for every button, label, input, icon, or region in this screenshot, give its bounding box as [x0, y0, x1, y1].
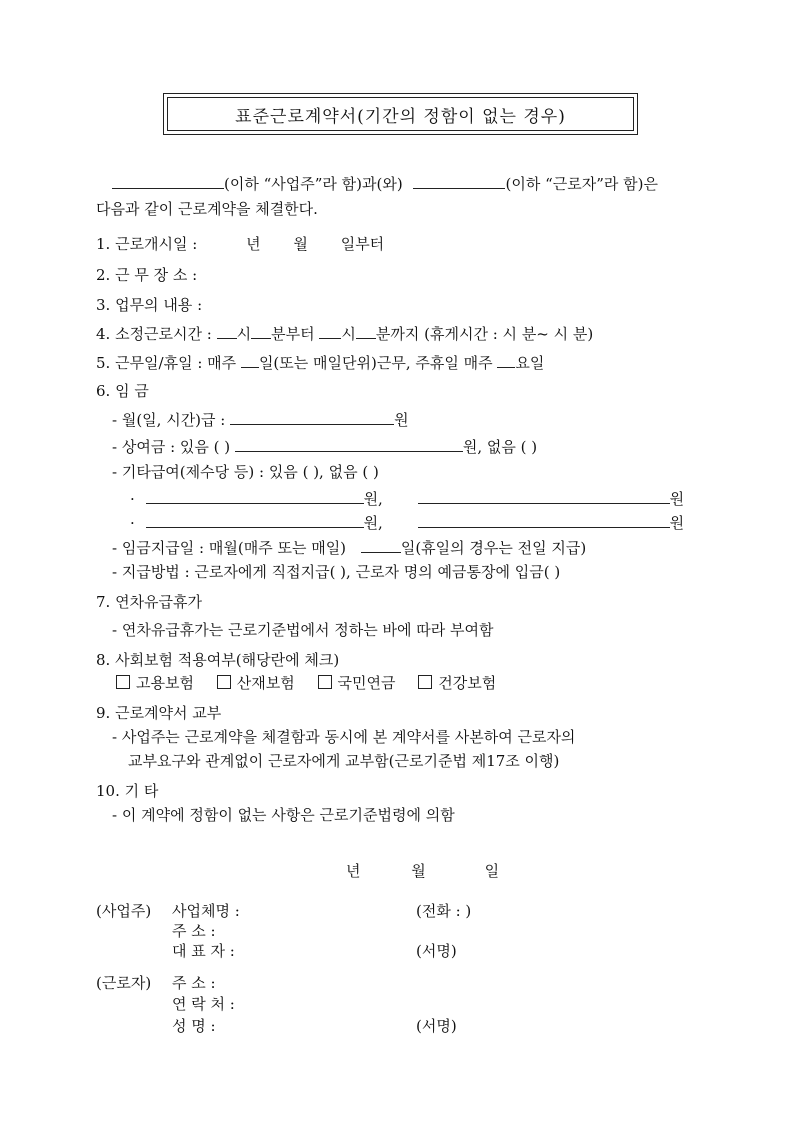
employer-phone: (전화 : )	[416, 902, 472, 920]
won-unit: 원	[394, 411, 409, 429]
work-hours-label: 4. 소정근로시간 :	[96, 325, 217, 343]
bullet-dot: ·	[130, 490, 135, 508]
intro-line-1	[112, 173, 658, 194]
break-time-text: (휴게시간 : 시 분~ 시 분)	[424, 325, 594, 343]
employment-insurance-checkbox[interactable]	[116, 675, 130, 689]
item-contract-delivery: 9. 근로계약서 교부	[96, 704, 222, 722]
worker-role: (근로자)	[96, 974, 152, 992]
worker-blank[interactable]	[413, 173, 505, 189]
date-month-label: 월	[411, 862, 426, 880]
industrial-insurance-checkbox[interactable]	[217, 675, 231, 689]
item-wage: 6. 임 금	[96, 382, 149, 400]
worker-signature[interactable]: (서명)	[416, 1017, 457, 1035]
other-pay-row-1	[130, 488, 684, 509]
employer-name-label: 사업체명 :	[172, 902, 240, 920]
won-unit: 원	[669, 490, 685, 508]
wage-bonus	[112, 436, 537, 457]
workdays-text: 일(또는 매일단위)근무, 주휴일 매주	[258, 354, 493, 372]
item-job-description: 3. 업무의 내용 :	[96, 296, 203, 314]
worker-address-label: 주 소 :	[172, 974, 216, 992]
won-unit: 원,	[363, 490, 383, 508]
wage-method: - 지급방법 : 근로자에게 직접지급( ), 근로자 명의 예금통장에 입금( )	[112, 563, 561, 581]
item-workplace: 2. 근 무 장 소 :	[96, 266, 198, 284]
start-year-label: 년	[246, 235, 261, 253]
minute-from-unit: 분부터	[271, 325, 315, 343]
start-month-label: 월	[293, 235, 308, 253]
contract-date	[346, 861, 499, 881]
payday-label: - 임금지급일 : 매월(매주 또는 매일)	[112, 539, 347, 557]
delivery-desc-2: 교부요구와 관계없이 근로자에게 교부함(근로기준법 제17조 이행)	[128, 752, 560, 770]
delivery-desc-1: - 사업주는 근로계약을 체결함과 동시에 본 계약서를 사본하여 근로자의	[112, 728, 576, 746]
insurance-options	[116, 673, 514, 693]
workdays-blank[interactable]	[241, 352, 259, 368]
won-unit: 원	[669, 514, 685, 532]
other-pay-row-2	[130, 512, 684, 533]
other-pay-blank[interactable]	[146, 512, 364, 528]
other-pay-blank[interactable]	[418, 512, 670, 528]
wage-monthly-label: - 월(일, 시간)급 :	[112, 411, 226, 429]
bonus-none-text: 원, 없음 ( )	[462, 438, 538, 456]
wage-payday	[112, 537, 586, 558]
minute-to-unit: 분까지	[375, 325, 420, 343]
annual-leave-desc: - 연차유급휴가는 근로기준법에서 정하는 바에 따라 부여함	[112, 621, 494, 639]
won-unit: 원,	[363, 514, 383, 532]
wage-other: - 기타급여(제수당 등) : 있음 ( ), 없음 ( )	[112, 463, 379, 481]
national-pension-checkbox[interactable]	[318, 675, 332, 689]
health-insurance-checkbox[interactable]	[418, 675, 432, 689]
start-minute-blank[interactable]	[251, 323, 271, 339]
page-title: 표준근로계약서(기간의 정함이 없는 경우)	[167, 97, 634, 131]
other-pay-blank[interactable]	[146, 488, 364, 504]
worker-contact-label: 연 락 처 :	[172, 995, 235, 1013]
national-pension-label: 국민연금	[337, 674, 396, 692]
item-social-insurance: 8. 사회보험 적용여부(해당란에 체크)	[96, 651, 340, 669]
etc-desc: - 이 계약에 정함이 없는 사항은 근로기준법령에 의함	[112, 806, 455, 824]
wage-amount-blank[interactable]	[230, 409, 394, 425]
intro-worker-text: (이하 “근로자”라 함)은	[505, 175, 658, 193]
end-hour-blank[interactable]	[319, 323, 341, 339]
item-etc: 10. 기 타	[96, 782, 159, 800]
employment-insurance-label: 고용보험	[136, 674, 194, 692]
employer-blank[interactable]	[112, 173, 224, 189]
health-insurance-label: 건강보험	[438, 674, 497, 692]
payday-text: 일(휴일의 경우는 전일 지급)	[400, 539, 587, 557]
hour-unit: 시	[236, 325, 252, 343]
title-box	[163, 93, 638, 135]
employer-address-label: 주 소 :	[172, 922, 216, 940]
bullet-dot: ·	[130, 514, 135, 532]
other-pay-blank[interactable]	[418, 488, 670, 504]
employer-rep-label: 대 표 자 :	[172, 942, 235, 960]
worker-name-label: 성 명 :	[172, 1017, 216, 1035]
start-hour-blank[interactable]	[217, 323, 237, 339]
date-day-label: 일	[484, 862, 500, 880]
intro-line-2: 다음과 같이 근로계약을 체결한다.	[96, 200, 318, 218]
item-work-hours	[96, 323, 593, 344]
employer-signature[interactable]: (서명)	[416, 942, 457, 960]
start-day-label: 일부터	[340, 235, 385, 253]
end-minute-blank[interactable]	[356, 323, 376, 339]
item-start-date	[96, 234, 384, 254]
hour-unit: 시	[341, 325, 356, 343]
holiday-blank[interactable]	[497, 352, 515, 368]
bonus-label: - 상여금 : 있음 ( )	[112, 438, 231, 456]
holiday-unit: 요일	[515, 354, 545, 372]
payday-blank[interactable]	[361, 537, 401, 553]
intro-employer-text: (이하 “사업주”라 함)과(와)	[224, 175, 403, 193]
industrial-insurance-label: 산재보험	[236, 674, 295, 692]
bonus-amount-blank[interactable]	[235, 436, 463, 452]
wage-monthly	[112, 409, 409, 430]
item-annual-leave: 7. 연차유급휴가	[96, 593, 203, 611]
employer-role: (사업주)	[96, 902, 152, 920]
start-date-label: 1. 근로개시일 :	[96, 235, 198, 253]
workdays-label: 5. 근무일/휴일 : 매주	[96, 354, 237, 372]
item-workdays	[96, 352, 544, 373]
date-year-label: 년	[346, 862, 361, 880]
